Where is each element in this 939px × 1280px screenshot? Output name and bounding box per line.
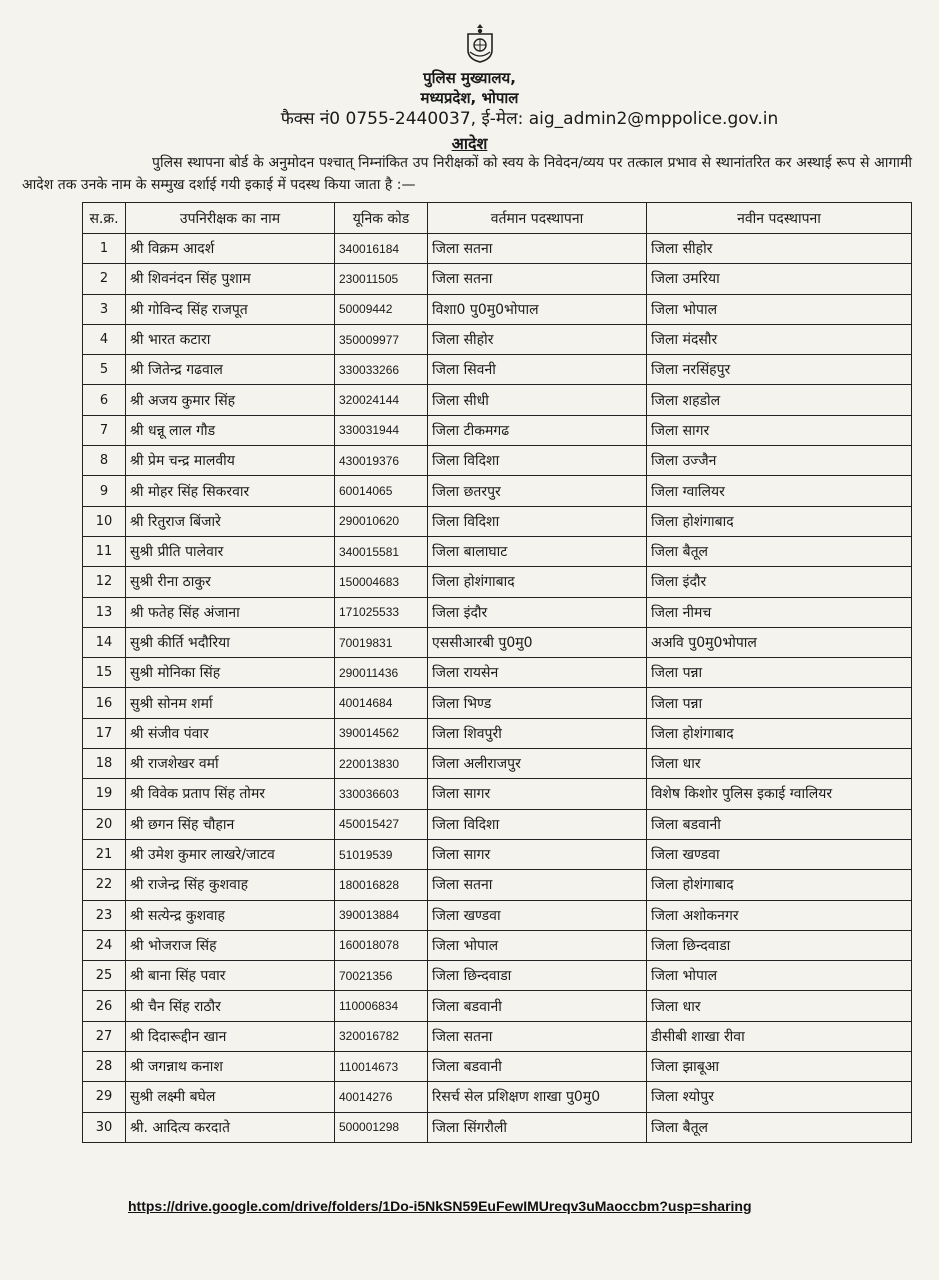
current-posting-cell: जिला इंदौर <box>428 597 647 627</box>
current-posting-cell: जिला छतरपुर <box>428 476 647 506</box>
table-row <box>83 930 912 960</box>
contact-line: फैक्स नं0 0755-2440037, ई-मेल: aig_admin2@mppolice.gov.in <box>280 109 779 129</box>
serial-cell: 29 <box>83 1082 126 1112</box>
current-posting-cell: एससीआरबी पु0मु0 <box>428 627 647 657</box>
serial-cell: 23 <box>83 900 126 930</box>
new-posting-cell: जिला खण्डवा <box>647 839 912 869</box>
new-posting-cell: जिला पन्ना <box>647 658 912 688</box>
unique-code-cell: 110006834 <box>335 991 428 1021</box>
table-row <box>83 839 912 869</box>
office-name: पुलिस मुख्यालय, <box>423 69 516 87</box>
unique-code-cell: 290010620 <box>335 506 428 536</box>
officer-name-cell: सुश्री सोनम शर्मा <box>126 688 335 718</box>
serial-cell: 8 <box>83 446 126 476</box>
officer-name-cell: सुश्री लक्ष्मी बघेल <box>126 1082 335 1112</box>
new-posting-cell: जिला भोपाल <box>647 961 912 991</box>
serial-cell: 18 <box>83 749 126 779</box>
new-posting-cell: अअवि पु0मु0भोपाल <box>647 627 912 657</box>
table-row <box>83 627 912 657</box>
unique-code-cell: 40014684 <box>335 688 428 718</box>
table-row <box>83 688 912 718</box>
office-city: मध्यप्रदेश, भोपाल <box>420 89 519 107</box>
current-posting-cell: जिला बडवानी <box>428 1052 647 1082</box>
new-posting-cell: जिला झाबूआ <box>647 1052 912 1082</box>
unique-code-cell: 70019831 <box>335 627 428 657</box>
officer-name-cell: श्री राजशेखर वर्मा <box>126 749 335 779</box>
serial-cell: 16 <box>83 688 126 718</box>
serial-cell: 5 <box>83 355 126 385</box>
officer-name-cell: श्री जगन्नाथ कनाश <box>126 1052 335 1082</box>
table-row <box>83 567 912 597</box>
officer-name-cell: श्री शिवनंदन सिंह पुशाम <box>126 264 335 294</box>
officer-name-cell: श्री जितेन्द्र गढवाल <box>126 355 335 385</box>
serial-cell: 11 <box>83 536 126 566</box>
serial-cell: 27 <box>83 1021 126 1051</box>
unique-code-cell: 500001298 <box>335 1112 428 1142</box>
unique-code-cell: 150004683 <box>335 567 428 597</box>
current-posting-cell: विशा0 पु0मु0भोपाल <box>428 294 647 324</box>
order-intro: पुलिस स्थापना बोर्ड के अनुमोदन पश्चात् निम्नांकित उप निरीक्षकों को स्वय के निवेदन/व्यय पर तत्काल प्रभाव से स्थानांतरित कर अस्थाई रूप से आगामी आदेश तक उनके नाम के सम्मुख दर्शाई गयी इकाई में पदस्थ किया जाता है :— <box>22 155 912 193</box>
current-posting-cell: जिला सतना <box>428 234 647 264</box>
new-posting-cell: जिला बैतूल <box>647 1112 912 1142</box>
current-posting-cell: जिला सतना <box>428 870 647 900</box>
unique-code-cell: 320016782 <box>335 1021 428 1051</box>
new-posting-cell: जिला होशंगाबाद <box>647 718 912 748</box>
officer-name-cell: श्री छगन सिंह चौहान <box>126 809 335 839</box>
new-posting-cell: जिला होशंगाबाद <box>647 870 912 900</box>
current-posting-cell: जिला सिंगरौली <box>428 1112 647 1142</box>
unique-code-cell: 70021356 <box>335 961 428 991</box>
table-row <box>83 900 912 930</box>
unique-code-cell: 290011436 <box>335 658 428 688</box>
current-posting-cell: जिला भोपाल <box>428 930 647 960</box>
new-posting-cell: जिला बैतूल <box>647 536 912 566</box>
table-row <box>83 324 912 354</box>
new-posting-cell: जिला पन्ना <box>647 688 912 718</box>
current-posting-cell: जिला बालाघाट <box>428 536 647 566</box>
table-row <box>83 961 912 991</box>
current-posting-cell: जिला सतना <box>428 264 647 294</box>
officer-name-cell: श्री फतेह सिंह अंजाना <box>126 597 335 627</box>
current-posting-cell: जिला टीकमगढ <box>428 415 647 445</box>
current-posting-cell: जिला शिवपुरी <box>428 718 647 748</box>
current-posting-cell: जिला विदिशा <box>428 446 647 476</box>
new-posting-cell: जिला सीहोर <box>647 234 912 264</box>
table-row <box>83 597 912 627</box>
unique-code-cell: 450015427 <box>335 809 428 839</box>
unique-code-cell: 430019376 <box>335 446 428 476</box>
serial-cell: 14 <box>83 627 126 657</box>
table-row <box>83 234 912 264</box>
unique-code-cell: 320024144 <box>335 385 428 415</box>
table-row <box>83 446 912 476</box>
serial-cell: 15 <box>83 658 126 688</box>
drive-link[interactable]: https://drive.google.com/drive/folders/1Do-i5NkSN59EuFewIMUreqv3uMaoccbm?usp=sharing <box>128 1198 752 1214</box>
serial-cell: 6 <box>83 385 126 415</box>
unique-code-cell: 50009442 <box>335 294 428 324</box>
serial-cell: 13 <box>83 597 126 627</box>
officer-name-cell: सुश्री कीर्ति भदौरिया <box>126 627 335 657</box>
table-row <box>83 415 912 445</box>
unique-code-cell: 330033266 <box>335 355 428 385</box>
current-posting-cell: जिला सीहोर <box>428 324 647 354</box>
current-posting-cell: जिला बडवानी <box>428 991 647 1021</box>
current-posting-cell: जिला सागर <box>428 779 647 809</box>
current-posting-cell: रिसर्च सेल प्रशिक्षण शाखा पु0मु0 <box>428 1082 647 1112</box>
table-row <box>83 264 912 294</box>
table-row <box>83 1052 912 1082</box>
police-emblem-icon <box>462 22 498 64</box>
new-posting-cell: विशेष किशोर पुलिस इकाई ग्वालियर <box>647 779 912 809</box>
officer-name-cell: श्री रितुराज बिंजारे <box>126 506 335 536</box>
table-row <box>83 991 912 1021</box>
unique-code-cell: 180016828 <box>335 870 428 900</box>
new-posting-cell: जिला भोपाल <box>647 294 912 324</box>
serial-cell: 25 <box>83 961 126 991</box>
officer-name-cell: श्री विक्रम आदर्श <box>126 234 335 264</box>
officer-name-cell: श्री प्रेम चन्द्र मालवीय <box>126 446 335 476</box>
unique-code-cell: 220013830 <box>335 749 428 779</box>
new-posting-cell: जिला उमरिया <box>647 264 912 294</box>
officer-name-cell: श्री विवेक प्रताप सिंह तोमर <box>126 779 335 809</box>
officer-name-cell: श्री अजय कुमार सिंह <box>126 385 335 415</box>
header-name: उपनिरीक्षक का नाम <box>126 203 335 234</box>
officer-name-cell: सुश्री मोनिका सिंह <box>126 658 335 688</box>
unique-code-cell: 330031944 <box>335 415 428 445</box>
new-posting-cell: जिला सागर <box>647 415 912 445</box>
unique-code-cell: 390014562 <box>335 718 428 748</box>
new-posting-cell: जिला ग्वालियर <box>647 476 912 506</box>
new-posting-cell: जिला नीमच <box>647 597 912 627</box>
table-row <box>83 870 912 900</box>
new-posting-cell: जिला उज्जैन <box>647 446 912 476</box>
table-row <box>83 658 912 688</box>
new-posting-cell: जिला श्योपुर <box>647 1082 912 1112</box>
current-posting-cell: जिला सीधी <box>428 385 647 415</box>
officer-name-cell: श्री. आदित्य करदाते <box>126 1112 335 1142</box>
new-posting-cell: जिला नरसिंहपुर <box>647 355 912 385</box>
new-posting-cell: जिला इंदौर <box>647 567 912 597</box>
table-row <box>83 1021 912 1051</box>
current-posting-cell: जिला होशंगाबाद <box>428 567 647 597</box>
serial-cell: 12 <box>83 567 126 597</box>
new-posting-cell: जिला बडवानी <box>647 809 912 839</box>
current-posting-cell: जिला विदिशा <box>428 506 647 536</box>
serial-cell: 10 <box>83 506 126 536</box>
officer-name-cell: श्री भारत कटारा <box>126 324 335 354</box>
officer-name-cell: सुश्री रीना ठाकुर <box>126 567 335 597</box>
officer-name-cell: श्री उमेश कुमार लाखरे/जाटव <box>126 839 335 869</box>
serial-cell: 7 <box>83 415 126 445</box>
serial-cell: 28 <box>83 1052 126 1082</box>
new-posting-cell: जिला धार <box>647 991 912 1021</box>
officer-name-cell: श्री चैन सिंह राठौर <box>126 991 335 1021</box>
new-posting-cell: डीसीबी शाखा रीवा <box>647 1021 912 1051</box>
new-posting-cell: जिला होशंगाबाद <box>647 506 912 536</box>
table-row <box>83 294 912 324</box>
table-row <box>83 809 912 839</box>
unique-code-cell: 340016184 <box>335 234 428 264</box>
new-posting-cell: जिला अशोकनगर <box>647 900 912 930</box>
unique-code-cell: 40014276 <box>335 1082 428 1112</box>
current-posting-cell: जिला सतना <box>428 1021 647 1051</box>
unique-code-cell: 340015581 <box>335 536 428 566</box>
serial-cell: 30 <box>83 1112 126 1142</box>
table-row <box>83 476 912 506</box>
new-posting-cell: जिला मंदसौर <box>647 324 912 354</box>
serial-cell: 3 <box>83 294 126 324</box>
officer-name-cell: श्री दिदारूद्दीन खान <box>126 1021 335 1051</box>
order-title <box>0 132 939 154</box>
table-row <box>83 385 912 415</box>
current-posting-cell: जिला अलीराजपुर <box>428 749 647 779</box>
serial-cell: 24 <box>83 930 126 960</box>
unique-code-cell: 60014065 <box>335 476 428 506</box>
unique-code-cell: 230011505 <box>335 264 428 294</box>
serial-cell: 9 <box>83 476 126 506</box>
table-row <box>83 506 912 536</box>
new-posting-cell: जिला छिन्दवाडा <box>647 930 912 960</box>
order-title-text: आदेश <box>451 134 488 153</box>
current-posting-cell: जिला खण्डवा <box>428 900 647 930</box>
header-serial: स.क्र. <box>83 203 126 234</box>
current-posting-cell: जिला सिवनी <box>428 355 647 385</box>
table-row <box>83 355 912 385</box>
serial-cell: 17 <box>83 718 126 748</box>
officer-name-cell: सुश्री प्रीति पालेवार <box>126 536 335 566</box>
current-posting-cell: जिला सागर <box>428 839 647 869</box>
current-posting-cell: जिला छिन्दवाडा <box>428 961 647 991</box>
current-posting-cell: जिला रायसेन <box>428 658 647 688</box>
serial-cell: 20 <box>83 809 126 839</box>
serial-cell: 26 <box>83 991 126 1021</box>
current-posting-cell: जिला विदिशा <box>428 809 647 839</box>
table-row <box>83 1082 912 1112</box>
table-row <box>83 749 912 779</box>
officer-name-cell: श्री धन्नू लाल गौड <box>126 415 335 445</box>
table-row <box>83 536 912 566</box>
officer-name-cell: श्री सत्येन्द्र कुशवाह <box>126 900 335 930</box>
unique-code-cell: 350009977 <box>335 324 428 354</box>
serial-cell: 22 <box>83 870 126 900</box>
new-posting-cell: जिला शहडोल <box>647 385 912 415</box>
serial-cell: 21 <box>83 839 126 869</box>
unique-code-cell: 110014673 <box>335 1052 428 1082</box>
new-posting-cell: जिला धार <box>647 749 912 779</box>
officer-name-cell: श्री मोहर सिंह सिकरवार <box>126 476 335 506</box>
current-posting-cell: जिला भिण्ड <box>428 688 647 718</box>
header-unique-code: यूनिक कोड <box>335 203 428 234</box>
unique-code-cell: 171025533 <box>335 597 428 627</box>
serial-cell: 2 <box>83 264 126 294</box>
unique-code-cell: 160018078 <box>335 930 428 960</box>
table-row <box>83 1112 912 1142</box>
serial-cell: 19 <box>83 779 126 809</box>
officer-name-cell: श्री संजीव पंवार <box>126 718 335 748</box>
table-row <box>83 779 912 809</box>
header-new-posting: नवीन पदस्थापना <box>647 203 912 234</box>
table-header-row <box>83 203 912 234</box>
unique-code-cell: 390013884 <box>335 900 428 930</box>
serial-cell: 4 <box>83 324 126 354</box>
header-current-posting: वर्तमान पदस्थापना <box>428 203 647 234</box>
unique-code-cell: 51019539 <box>335 839 428 869</box>
serial-cell: 1 <box>83 234 126 264</box>
officer-name-cell: श्री गोविन्द सिंह राजपूत <box>126 294 335 324</box>
officer-name-cell: श्री राजेन्द्र सिंह कुशवाह <box>126 870 335 900</box>
transfer-table <box>82 202 912 1143</box>
officer-name-cell: श्री बाना सिंह पवार <box>126 961 335 991</box>
table-row <box>83 718 912 748</box>
officer-name-cell: श्री भोजराज सिंह <box>126 930 335 960</box>
unique-code-cell: 330036603 <box>335 779 428 809</box>
